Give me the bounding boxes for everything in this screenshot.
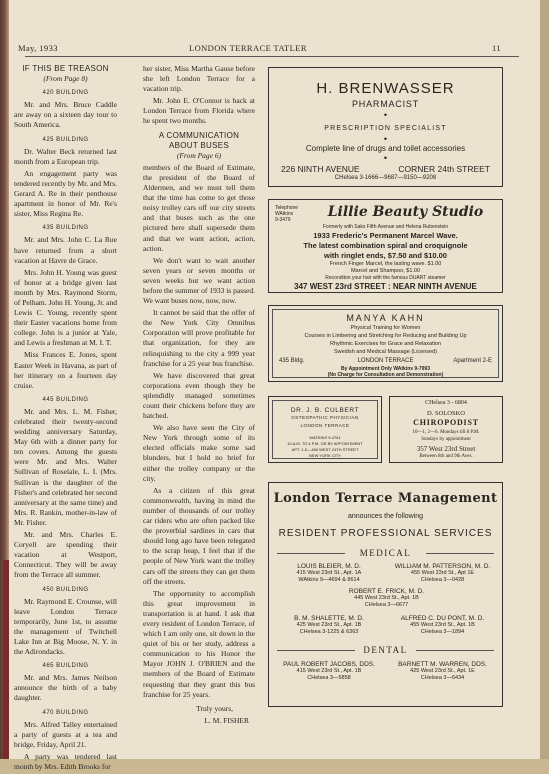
doctor-address: 455 West 23rd St., Apt. 1B [410, 622, 475, 628]
header-title: LONDON TERRACE TATLER [189, 43, 307, 53]
ad-line: French Finger Marcel, the lasting wave. $1.00 [329, 261, 442, 267]
doctor-phone: WAtkins 9—4694 & 8614 [298, 577, 360, 583]
ad-line: Rhythmic Exercises for Grace and Relaxation [330, 341, 441, 347]
paragraph: It cannot be said that the offer of the New York City Omnibus Corporation will prove profitable for that organization, for they are relinquishing to the city a 999 year franchise for a 25 year bus franchise. [143, 308, 255, 368]
ad-hours: 10 A.M. TO 4 P.M. OR BY APPOINTMENT [287, 441, 363, 446]
doctor-address: 445 West 23rd St., Apt. 1B [354, 595, 419, 601]
ad-location: LONDON TERRACE [357, 358, 414, 364]
section-dental: DENTAL [363, 645, 408, 655]
page-edge-right [540, 0, 549, 759]
ad-line: Between 8th and 9th Aves. [419, 454, 473, 459]
ad-address: 357 West 23rd Street [416, 445, 476, 453]
paragraph: Mrs. John H. Young was guest of honor at a bridge given last month by Mrs. Raymond Storm, of Pelham. John H. Young, Jr. and Lewis C. Young, recently spent their Easter vacations home from college. John is a junior at Yale, and Lewis a freshman at M. I. T. [14, 267, 117, 348]
continued-from: (From Page 8) [43, 74, 88, 84]
doctor-address: 425 West 23rd St., Apt. 1B [296, 622, 362, 628]
paragraph: Mr. and Mrs. Bruce Caddle are away on a sixteen day tour to South America. [14, 100, 117, 130]
ad-announcement: announces the following [347, 513, 424, 520]
doctor-name: ALFRED C. DU PONT, M. D. [400, 615, 485, 622]
ad-line: Formerly with Saks Fifth Avenue and Helena Rubenstein [322, 224, 449, 230]
tel-number: 9-3479 [275, 217, 291, 223]
article-title: A COMMUNICATION [158, 130, 240, 140]
column-bus-article [143, 64, 255, 728]
ad-phone: CHelsea 3 - 6804 [425, 400, 467, 406]
section-medical: MEDICAL [359, 548, 412, 558]
ad-corner: CORNER 24th STREET [398, 164, 490, 174]
ad-city: NEW YORK CITY [309, 453, 341, 458]
paragraph: Mr. Raymond E. Crounse, will leave London Terrace temporarily, June 1st, to assume the management of Twitchell Lake Inn at Big Moose, N. Y. in the Adirondacks. [14, 596, 117, 657]
ad-subtitle: PHARMACIST [351, 99, 419, 109]
header-page-number: 11 [492, 43, 501, 53]
ad-line: Courses in Limbering and Stretching for Reducing and Building Up [304, 333, 467, 339]
bullet: • [383, 110, 388, 120]
paragraph: A party was tendered last month by Mrs. Edith Brooks for [14, 751, 117, 771]
ad-address: 347 WEST 23rd STREET : NEAR NINTH AVENUE [294, 282, 477, 291]
section-heading: 450 BUILDING [42, 586, 89, 593]
ad-apartment: Apartment 2-E [453, 358, 492, 364]
section-heading: 425 BUILDING [42, 136, 89, 143]
continued-from: (From Page 6) [176, 150, 222, 160]
section-heading: 470 BUILDING [42, 709, 89, 716]
ad-name: H. BRENWASSER [316, 80, 455, 97]
ad-building: 435 Bldg. [279, 358, 305, 364]
doctor-listing [385, 615, 500, 636]
ad-line: Sundays by appointment [421, 437, 471, 442]
ad-solosko-chiropodist [389, 396, 503, 463]
ad-phone: WATKINS 9-4761 [309, 435, 341, 440]
doctor-phone: CHelsea 3—6677 [364, 602, 409, 608]
paragraph: We don't want to wait another seven years or seven months or seven weeks but we want action before the summer of 1933 is passed. We want buses now, now, now. [143, 255, 255, 306]
ad-title: London Terrace Management [273, 491, 498, 506]
section-heading: 445 BUILDING [42, 396, 89, 403]
ad-hours: 10—1, 2—6. Mondays till 8 P.M. [412, 430, 480, 435]
dentist-address: 425 West 23rd St., Apt. 1E [410, 668, 475, 674]
doctor-name: LOUIS BLEIER, M. D. [297, 563, 361, 570]
dentist-address: 415 West 23rd St., Apt. 1B [296, 668, 362, 674]
paragraph: Mr. and Mrs. James Neilson announce the birth of a baby daughter. [14, 673, 117, 703]
header-rule [25, 56, 519, 57]
ad-heading: RESIDENT PROFESSIONAL SERVICES [278, 528, 493, 539]
ad-telephone [275, 205, 298, 223]
ad-title: CHIROPODIST [413, 418, 479, 427]
ad-london-terrace-management [268, 482, 503, 707]
doctor-address: 415 West 23rd St., Apt. 1A [296, 570, 362, 576]
doctor-phone: CHelsea 3-1225 & 6363 [299, 629, 359, 635]
section-heading: 465 BUILDING [42, 663, 89, 670]
paragraph: Mr. and Mrs. Charles E. Coryell are spending their vacation at Westport, Connecticut. They will be away from the Terrace all summer. [14, 530, 117, 580]
author-name: L. M. FISHER [204, 715, 249, 725]
bullet: • [383, 153, 388, 163]
dentist-name: BARNETT M. WARREN, DDS. [398, 661, 487, 668]
tel-label: Telephone [275, 205, 299, 211]
rule [416, 650, 494, 651]
paragraph: Mrs. Alfred Talley entertained a party of guests at a tea and bridge, Friday, April 21. [14, 719, 117, 749]
ad-specialty: PRESCRIPTION SPECIALIST [324, 125, 447, 132]
ad-brenwasser-pharmacy [268, 67, 503, 187]
paragraph: Miss Frances E. Jones, spent Easter Week in Havana, as part of her itinerary on a fourteen day cruise. [14, 350, 117, 390]
doctor-listing [273, 563, 385, 584]
ad-line: Swedish and Medical Massage (Licensed) [333, 349, 438, 355]
doctor-listing [273, 615, 385, 636]
paragraph: her sister, Miss Martha Gause before she left London Terrace for a vacation trip. [143, 64, 255, 94]
doctor-name: WILLIAM M. PATTERSON, M. D. [394, 563, 491, 570]
tel-exchange: WAtkins [275, 211, 294, 217]
article-title-line2: ABOUT BUSES [168, 140, 230, 150]
ad-name: D. SOLOSKO [427, 410, 465, 417]
paragraph: The opportunity to accomplish this great improvement in transportation is at hand. I ask that every resident of London Terrace, of which I am only one, sit down in the quiet of his or her study, address a communication to his Honor the Mayor JOHN J. O'BRIEN and the members of the Board of Estimate requesting that they grant this bus franchise for 25 years. [143, 588, 255, 699]
ad-address: 226 NINTH AVENUE [281, 164, 360, 174]
ad-line: LONDON TERRACE [300, 423, 350, 428]
column-social-notes [14, 64, 117, 774]
doctor-phone: CHelsea 3—0428 [420, 577, 465, 583]
doctor-address: 455 West 23rd St., Apt 1E [410, 570, 475, 576]
ad-culbert-osteopath [268, 396, 382, 463]
doctor-name: B. M. SHALETTE, M. D. [294, 615, 364, 622]
paragraph: Mr. John E. O'Connor is back at London Terrace from Florida where he spent two months. [143, 96, 255, 126]
ad-line: The latest combination spiral and croquignole [303, 241, 468, 250]
ad-line: OSTEOPATHIC PHYSICIAN [291, 415, 359, 420]
dentist-listing [385, 661, 500, 682]
ad-name: Lillie Beauty Studio [327, 204, 484, 220]
magazine-page [9, 0, 540, 771]
dentist-name: PAUL ROBERT JACOBS, DDS. [283, 661, 375, 668]
dentist-phone: CHelsea 3—5858 [307, 675, 351, 681]
article-title: IF THIS BE TREASON [22, 64, 109, 73]
ad-phone: CHelsea 3-1666—9687—9150—9208 [334, 175, 437, 181]
ad-line: Reconditon your hair with the famous DUART steamer [325, 275, 446, 281]
ad-line: Physical Training for Women [350, 325, 421, 331]
section-heading: 435 BUILDING [42, 225, 89, 232]
ad-line: with ringlet ends, $7.50 and $10.00 [324, 251, 447, 260]
ad-lillie-beauty-studio [268, 199, 503, 293]
paragraph: Mr. and Mrs. L. M. Fisher, celebrated their twenty-second wedding anniversary Saturday, May 6th with a dinner party for ten covers. Among the guests were Mr. and Mrs. Walter Sullivan of Roselale, L. I. (Mrs. Sullivan is the daughter of the Fisher's and celebrated her second anniversary at the same time) and Mrs. R. Rankin, mother-in-law of Mr. Fisher. [14, 406, 117, 527]
paragraph: Mr. and Mrs. John C. La Rue have returned from a short vacation at Havre de Grace. [14, 235, 117, 265]
doctor-name: ROBERT E. FRICK, M. D. [348, 588, 425, 595]
ad-line: 1933 Frederic's Permanent Marcel Wave. [313, 231, 458, 240]
ad-line: Marcel and Shampoo, $1.00 [350, 268, 421, 274]
paragraph: Dr. Walter Beck returned last month from a European trip. [14, 146, 117, 166]
doctor-listing [385, 563, 500, 584]
dentist-listing [273, 661, 385, 682]
doctor-phone: CHelsea 3—1894 [420, 629, 465, 635]
ad-address: APT. 1-E—460 WEST 24TH STREET [291, 447, 359, 452]
section-heading: 420 BUILDING [42, 90, 89, 97]
ad-manya-kahn [268, 305, 503, 382]
ad-name: DR. J. B. CULBERT [290, 407, 360, 414]
doctor-listing [329, 588, 444, 609]
dentist-phone: CHelsea 3—6434 [420, 675, 465, 681]
ad-note: (No Charge for Consultation and Demonstration) [327, 372, 444, 378]
rule [426, 553, 494, 554]
ad-name: MANYA KAHN [346, 313, 425, 323]
ad-appointment: By Appointment Only WAtkins 9-7993 [341, 366, 430, 372]
paragraph: As a citizen of this great commonwealth, having in mind the number of thousands of our trolley car riders who are often packed like the proverbial sardines in cars that should long ago have been relegated to the scrap heap, I feel that if the people of New York want the trolley cars off the streets they can get them off the streets. [143, 485, 255, 586]
paragraph: An engagement party was tendered recently by Mr. and Mrs. Gerard A. Re in their penthouse apartment in honor of Mr. Re's sister, Miss Regina Re. [14, 168, 117, 219]
header-date: May, 1933 [18, 43, 58, 53]
paragraph: We have discovered that great corporations even though they be splendidly managed sometimes count their chickens before they are hatched. [143, 370, 255, 421]
sign-off: Truly yours, [196, 703, 233, 713]
ad-line: Complete line of drugs and toilet accessories [305, 144, 466, 153]
paragraph: We also have seen the City of New York through some of its elected officials make some sad blunders, but I hold no brief for either the trolley company or the city. [143, 423, 255, 483]
paragraph: members of the Board of Estimate, the president of the Board of Aldermen, and we must tell them that the time has come to get those noisy trolley cars off our city streets and that buses such as the one pictured here shall supersede them and that we want action, action, action. [143, 162, 255, 253]
bullet: • [383, 134, 388, 144]
